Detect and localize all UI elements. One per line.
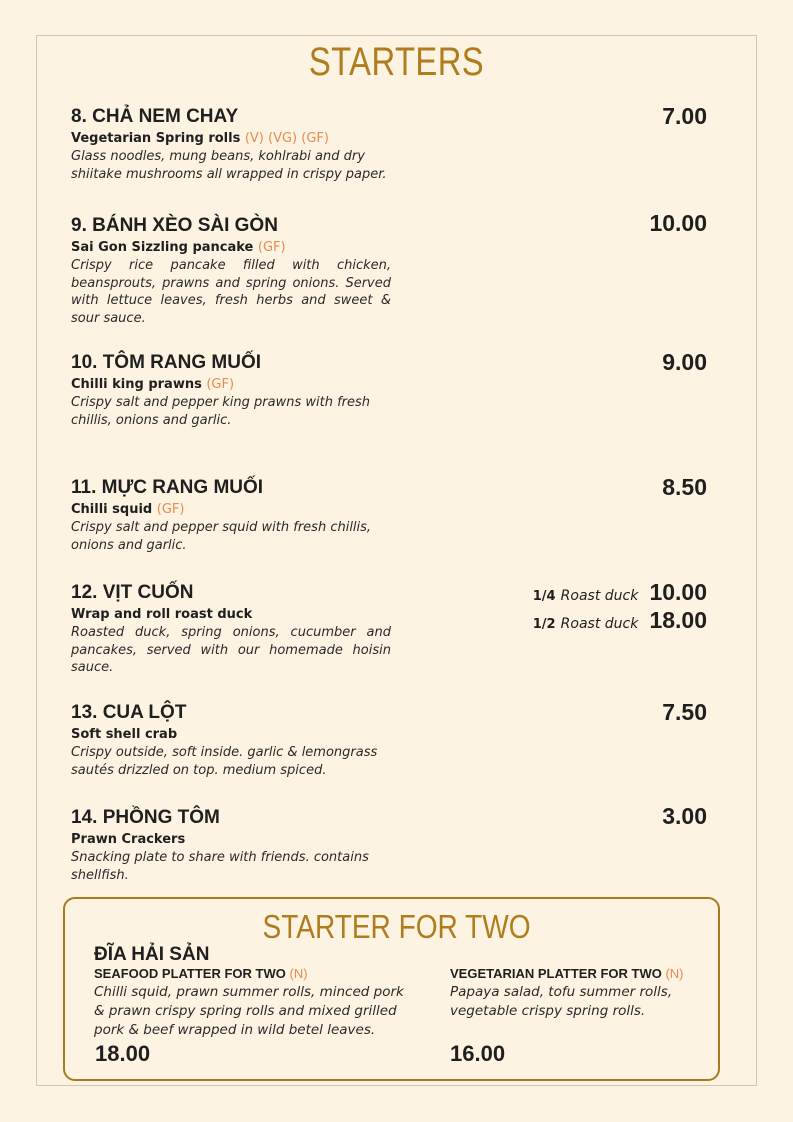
duck-option-quarter [533, 579, 707, 606]
portion-label: 1/4 [532, 589, 556, 604]
item-description: Snacking plate to share with friends. contains shellfish. [71, 850, 369, 883]
item-description: Crispy salt and pepper king prawns with fresh chillis, onions and garlic. [71, 395, 371, 428]
item-price: 7.00 [662, 103, 707, 129]
menu-item-11 [71, 477, 391, 554]
item-description: Crispy rice pancake filled with chicken, beansprouts, prawns and spring onions. Served with lettuce leaves, fresh herbs and sweet & sour sauce. [71, 258, 391, 326]
platter-description: Papaya salad, tofu summer rolls, vegetable crispy spring rolls. [450, 984, 673, 1019]
portion-name: Roast duck [560, 588, 639, 604]
diet-tags: (GF) [156, 502, 185, 517]
item-price: 7.50 [662, 699, 707, 725]
vegetarian-platter-price: 16.00 [450, 1041, 506, 1066]
platter-description: Chilli squid, prawn summer rolls, minced pork & prawn crispy spring rolls and mixed grilled pork & beef wrapped in wild betel leaves. [94, 984, 404, 1038]
page-title: STARTERS [308, 40, 485, 84]
platter-sub-text: VEGETARIAN PLATTER FOR TWO [450, 966, 662, 981]
nut-tag: (N) [665, 966, 684, 981]
diet-tags: (GF) [257, 240, 286, 255]
item-subtitle: Prawn Crackers [71, 832, 186, 847]
item-subtitle [71, 377, 391, 392]
menu-item-14 [71, 807, 391, 884]
menu-item-8 [71, 106, 391, 183]
vegetarian-platter [450, 966, 700, 1021]
menu-item-9 [71, 215, 391, 327]
item-name: 8. CHẢ NEM CHAY [71, 106, 239, 127]
item-sub-text: Chilli king prawns [71, 377, 202, 392]
item-sub-text: Vegetarian Spring rolls [71, 131, 241, 146]
item-price: 3.00 [662, 803, 707, 829]
platter-subtitle [94, 966, 412, 981]
item-sub-text: Sai Gon Sizzling pancake [71, 240, 254, 255]
item-subtitle [71, 131, 391, 146]
item-price: 8.50 [662, 474, 707, 500]
platter-heading: ĐĨA HẢI SẢN [94, 944, 210, 965]
seafood-platter [94, 944, 412, 1040]
item-price: 10.00 [649, 210, 707, 236]
diet-tags: (V) (VG) (GF) [244, 131, 329, 146]
item-name: 10. TÔM RANG MUỐI [71, 352, 262, 373]
item-description: Crispy salt and pepper squid with fresh chillis, onions and garlic. [71, 520, 372, 553]
item-sub-text: Chilli squid [71, 502, 153, 517]
item-subtitle: Wrap and roll roast duck [71, 607, 253, 622]
item-name: 9. BÁNH XÈO SÀI GÒN [71, 215, 278, 236]
item-name: 12. VỊT CUỐN [71, 582, 194, 603]
item-description: Roasted duck, spring onions, cucumber and pancakes, served with our homemade hoisin sauce. [71, 625, 391, 675]
item-price: 9.00 [662, 349, 707, 375]
item-subtitle [71, 240, 391, 255]
item-description: Crispy outside, soft inside. garlic & lemongrass sautés drizzled on top. medium spiced. [71, 745, 378, 778]
item-subtitle: Soft shell crab [71, 727, 178, 742]
platter-sub-text: SEAFOOD PLATTER FOR TWO [94, 966, 286, 981]
portion-label: 1/2 [532, 617, 556, 632]
menu-item-10 [71, 352, 391, 429]
diet-tags: (GF) [206, 377, 235, 392]
platter-subtitle [450, 966, 700, 981]
portion-name: Roast duck [560, 616, 639, 632]
item-subtitle [71, 502, 391, 517]
duck-option-half [533, 607, 707, 634]
nut-tag: (N) [289, 966, 308, 981]
item-name: 14. PHỒNG TÔM [71, 807, 220, 828]
menu-item-12 [71, 582, 391, 677]
item-name: 11. MỰC RANG MUỐI [71, 477, 264, 498]
item-name: 13. CUA LỘT [71, 702, 187, 723]
portion-price: 10.00 [649, 579, 707, 605]
portion-price: 18.00 [649, 607, 707, 633]
seafood-platter-price: 18.00 [95, 1041, 151, 1066]
starter-for-two-title: STARTER FOR TWO [262, 908, 531, 945]
item-description: Glass noodles, mung beans, kohlrabi and dry shiitake mushrooms all wrapped in crispy paper. [71, 149, 387, 182]
menu-item-13 [71, 702, 391, 779]
